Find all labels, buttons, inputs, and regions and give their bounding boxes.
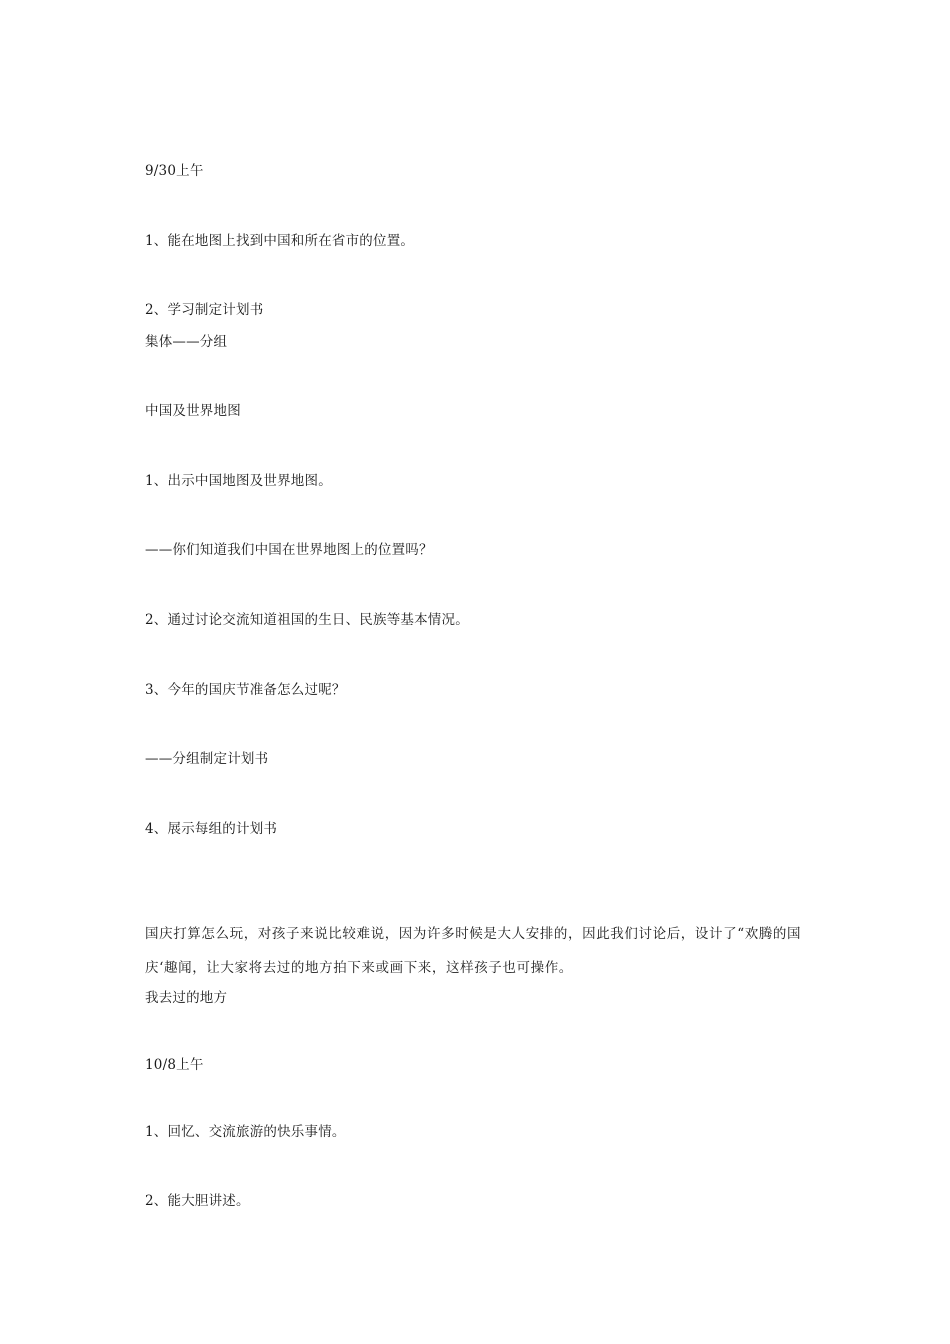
goal-item: 1、回忆、交流旅游的快乐事情。 xyxy=(145,1124,346,1140)
materials-text: 中国及世界地图 xyxy=(145,403,241,419)
date-heading: 9/30上午 xyxy=(145,163,204,179)
goal-item: 2、能大胆讲述。 xyxy=(145,1193,250,1209)
process-item: 3、今年的国庆节准备怎么过呢？ xyxy=(145,682,346,698)
organization-text: 集体——分组 xyxy=(145,334,228,350)
process-item: ——分组制定计划书 xyxy=(145,751,269,767)
process-item: 1、出示中国地图及世界地图。 xyxy=(145,473,332,489)
process-item: 4、展示每组的计划书 xyxy=(145,821,278,837)
reflection-paragraph: 国庆打算怎么玩，对孩子来说比较难说，因为许多时候是大人安排的，因此我们讨论后，设计了“欢腾的国庆‘趣闻，让大家将去过的地方拍下来或画下来，这样孩子也可操作。 xyxy=(145,926,802,976)
process-item: 2、通过讨论交流知道祖国的生日、民族等基本情况。 xyxy=(145,612,469,628)
goal-item: 1、能在地图上找到中国和所在省市的位置。 xyxy=(145,233,415,249)
process-item: ——你们知道我们中国在世界地图上的位置吗？ xyxy=(145,542,433,558)
activity-title: 我去过的地方 xyxy=(145,990,228,1006)
date-heading: 10/8上午 xyxy=(145,1057,204,1073)
goal-item: 2、学习制定计划书 xyxy=(145,302,264,318)
